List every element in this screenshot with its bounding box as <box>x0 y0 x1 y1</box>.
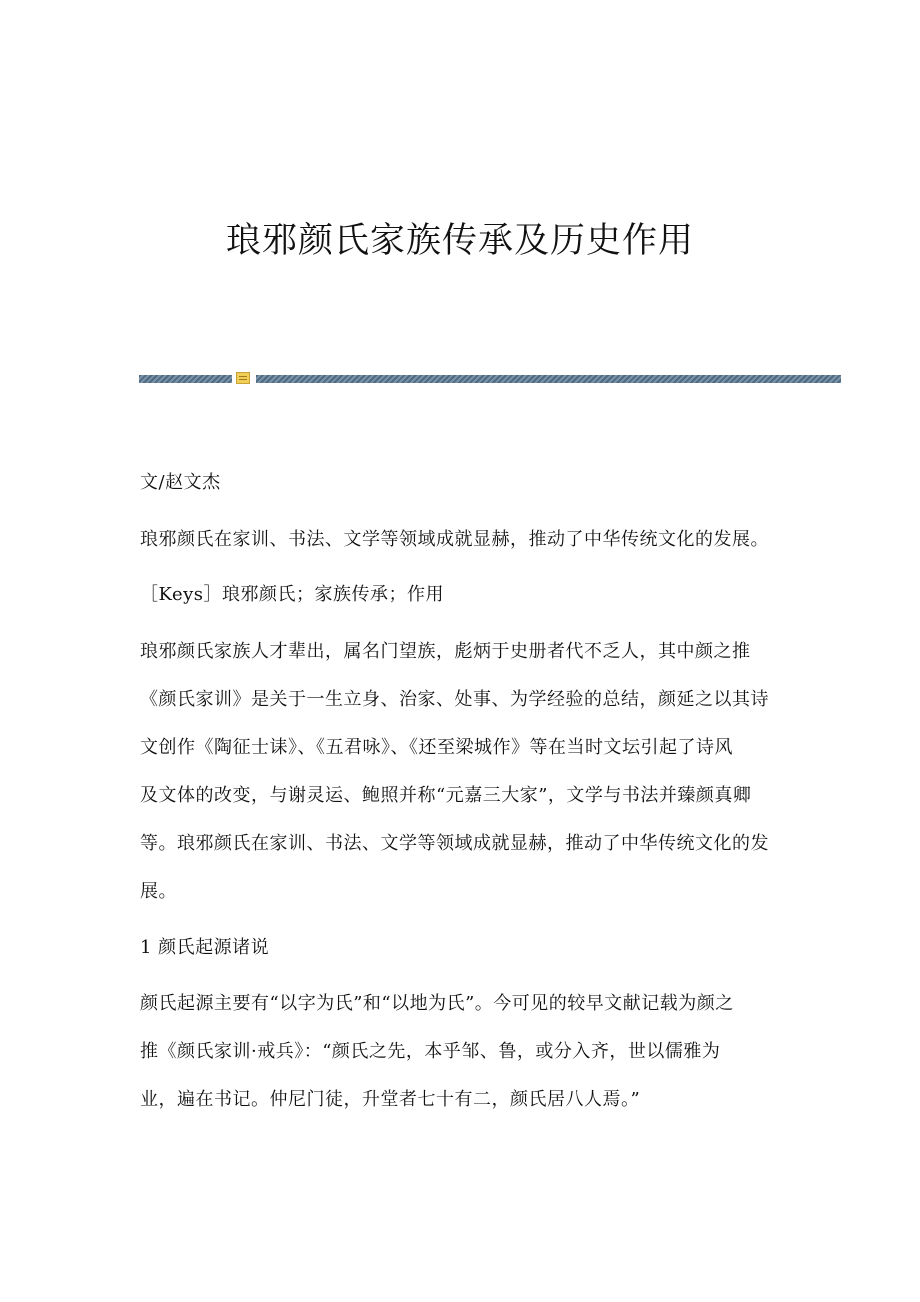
keywords: ［Keys］琅邪颜氏；家族传承；作用 <box>140 584 445 605</box>
paragraph-line: 业，遍在书记。仲尼门徒，升堂者七十有二，颜氏居八人焉。” <box>140 1089 641 1110</box>
paragraph-line: 颜氏起源主要有“以字为氏”和“以地为氏”。今可见的较早文献记载为颜之 <box>140 993 734 1014</box>
paragraph-line: 推《颜氏家训·戒兵》：“颜氏之先，本乎邹、鲁，或分入齐，世以儒雅为 <box>140 1041 721 1062</box>
divider-ornament-icon <box>236 372 250 384</box>
author-line: 文/赵文杰 <box>140 472 221 493</box>
paragraph-line: 等。琅邪颜氏在家训、书法、文学等领域成就显赫，推动了中华传统文化的发 <box>140 833 769 854</box>
paragraph-line: 琅邪颜氏家族人才辈出，属名门望族，彪炳于史册者代不乏人，其中颜之推 <box>140 641 751 662</box>
title-divider <box>139 375 841 383</box>
divider-bar-left <box>139 375 232 383</box>
document-title: 琅邪颜氏家族传承及历史作用 <box>225 221 694 261</box>
paragraph-line: 及文体的改变，与谢灵运、鲍照并称“元嘉三大家”，文学与书法并臻颜真卿 <box>140 785 752 806</box>
abstract: 琅邪颜氏在家训、书法、文学等领域成就显赫，推动了中华传统文化的发展。 <box>140 529 769 550</box>
paragraph-line: 文创作《陶征士诔》、《五君咏》、《还至梁城作》等在当时文坛引起了诗风 <box>140 737 733 758</box>
section-heading: 1 颜氏起源诸说 <box>140 937 270 958</box>
paragraph-line: 《颜氏家训》是关于一生立身、治家、处事、为学经验的总结，颜延之以其诗 <box>140 689 769 710</box>
divider-bar-right <box>256 375 841 383</box>
paragraph-line: 展。 <box>140 881 177 902</box>
